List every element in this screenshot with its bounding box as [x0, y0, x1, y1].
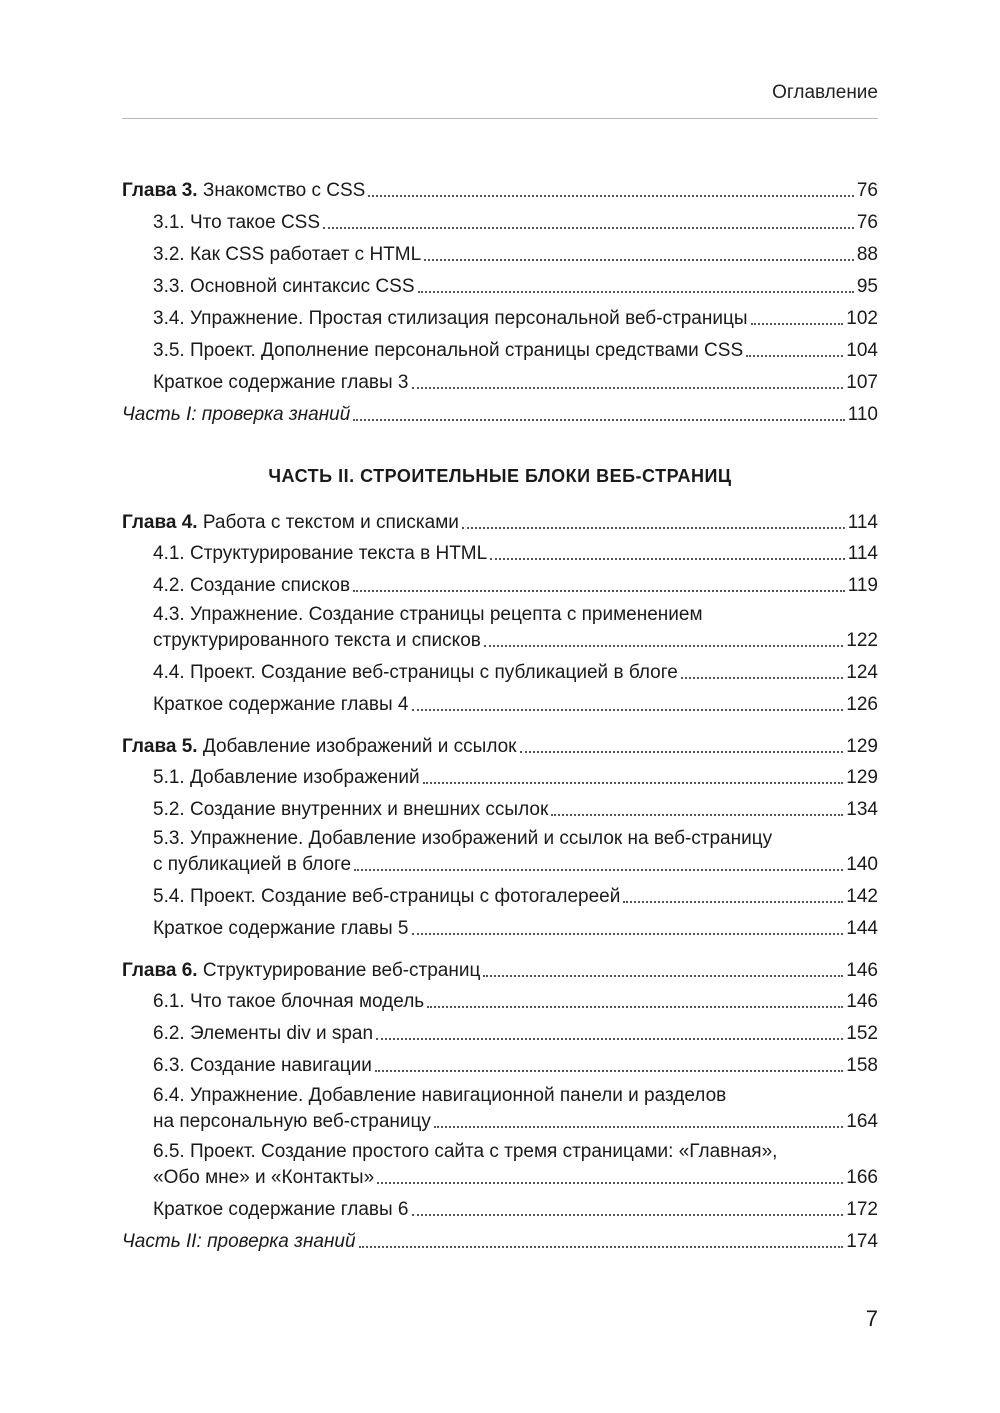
dot-leader	[746, 355, 843, 357]
chapter-title: Структурирование веб-страниц	[202, 960, 481, 981]
section-title: 4.1. Структурирование текста в HTML	[153, 543, 488, 564]
chapter-title: Работа с текстом и списками	[202, 512, 459, 533]
dot-leader	[484, 645, 843, 647]
page-ref: 142	[846, 886, 878, 907]
dot-leader	[359, 1246, 844, 1248]
toc-entry-4-1[interactable]	[153, 540, 878, 566]
dot-leader	[323, 227, 854, 229]
dot-leader	[427, 1006, 843, 1008]
page-ref: 144	[846, 918, 878, 939]
toc-entry-5-3-line-1[interactable]: 5.3. Упражнение. Добавление изображений и ссылок на веб-страницу	[153, 828, 773, 849]
toc-entry-part-2-quiz[interactable]	[122, 1228, 878, 1254]
toc-entry-4-2[interactable]	[153, 572, 878, 598]
dot-leader	[434, 1126, 843, 1128]
section-title: Краткое содержание главы 3	[153, 372, 409, 393]
page-ref: 166	[846, 1167, 878, 1188]
page-ref: 129	[846, 767, 878, 788]
chapter-title: Знакомство с CSS	[202, 180, 366, 201]
section-title: 6.3. Создание навигации	[153, 1055, 372, 1076]
section-title: 4.2. Создание списков	[153, 575, 351, 596]
page-ref: 107	[846, 372, 878, 393]
toc-entry-6-2[interactable]	[153, 1020, 878, 1046]
dot-leader	[462, 527, 845, 529]
section-title: 5.1. Добавление изображений	[153, 767, 420, 788]
toc-entry-part-1-quiz[interactable]	[122, 401, 878, 427]
dot-leader	[424, 259, 854, 261]
section-title: структурированного текста и списков	[153, 630, 481, 651]
page-ref: 146	[846, 960, 878, 981]
section-title: с публикацией в блоге	[153, 854, 352, 875]
dot-leader	[551, 814, 843, 816]
dot-leader	[490, 558, 845, 560]
running-header: Оглавление	[772, 82, 878, 103]
section-title: на персональную веб-страницу	[153, 1111, 431, 1132]
toc-entry-3-1[interactable]	[153, 209, 878, 235]
dot-leader	[375, 1070, 843, 1072]
page-ref: 172	[846, 1199, 878, 1220]
section-title: Часть II: проверка знаний	[122, 1231, 356, 1252]
page-number: 7	[865, 1306, 878, 1331]
toc-entry-chapter-4-summary[interactable]	[153, 691, 878, 717]
toc-entry-6-1[interactable]	[153, 988, 878, 1014]
section-title: 3.4. Упражнение. Простая стилизация персональной веб-страницы	[153, 308, 748, 329]
page-ref: 95	[856, 276, 878, 297]
dot-leader	[377, 1182, 843, 1184]
toc-entry-5-1[interactable]	[153, 764, 878, 790]
dot-leader	[412, 1214, 844, 1216]
section-title: 3.3. Основной синтаксис CSS	[153, 276, 415, 297]
toc-entry-6-4-line-1[interactable]: 6.4. Упражнение. Добавление навигационной панели и разделов	[153, 1085, 727, 1106]
toc-entry-3-3[interactable]	[153, 273, 878, 299]
page-ref: 110	[847, 404, 878, 425]
toc-entry-4-3-line-1[interactable]: 4.3. Упражнение. Создание страницы рецепта с применением	[153, 604, 703, 625]
page-ref: 114	[847, 543, 878, 564]
page-ref: 76	[856, 180, 878, 201]
section-title: Краткое содержание главы 6	[153, 1199, 409, 1220]
page-ref: 88	[856, 244, 878, 265]
toc-entry-chapter-3[interactable]	[122, 177, 878, 203]
page-ref: 104	[846, 340, 878, 361]
toc-entry-chapter-6-summary[interactable]	[153, 1196, 878, 1222]
dot-leader	[354, 869, 843, 871]
toc-entry-chapter-5[interactable]	[122, 733, 878, 759]
toc-entry-3-4[interactable]	[153, 305, 878, 331]
toc-entry-6-5-line-1[interactable]: 6.5. Проект. Создание простого сайта с тремя страницами: «Главная»,	[153, 1141, 778, 1162]
chapter-title: Добавление изображений и ссылок	[202, 736, 517, 757]
page-ref: 164	[846, 1111, 878, 1132]
toc-entry-4-4[interactable]	[153, 659, 878, 685]
toc-entry-5-3[interactable]	[153, 851, 878, 877]
toc-entry-4-3[interactable]	[153, 627, 878, 653]
part-title: ЧАСТЬ II. СТРОИТЕЛЬНЫЕ БЛОКИ ВЕБ-СТРАНИЦ	[268, 466, 732, 486]
toc-entry-6-4[interactable]	[153, 1108, 878, 1134]
dot-leader	[520, 751, 844, 753]
page-ref: 124	[846, 662, 878, 683]
dot-leader	[353, 590, 845, 592]
section-title: Краткое содержание главы 4	[153, 694, 409, 715]
toc-entry-3-2[interactable]	[153, 241, 878, 267]
page-ref: 134	[846, 799, 878, 820]
dot-leader	[681, 677, 844, 679]
toc-entry-chapter-4[interactable]	[122, 509, 878, 535]
toc-entry-3-5[interactable]	[153, 337, 878, 363]
toc-entry-6-5[interactable]	[153, 1164, 878, 1190]
dot-leader	[412, 933, 844, 935]
dot-leader	[412, 709, 844, 711]
chapter-label: Глава 3.	[122, 180, 198, 201]
toc-entry-6-3[interactable]	[153, 1052, 878, 1078]
section-title: Краткое содержание главы 5	[153, 918, 409, 939]
dot-leader	[483, 975, 843, 977]
section-title: 6.2. Элементы div и span	[153, 1023, 374, 1044]
toc-entry-chapter-3-summary[interactable]	[153, 369, 878, 395]
page-ref: 76	[856, 212, 878, 233]
page-ref: 114	[847, 512, 878, 533]
page-ref: 174	[846, 1231, 878, 1252]
page-ref: 126	[846, 694, 878, 715]
page-ref: 146	[846, 991, 878, 1012]
chapter-label: Глава 6.	[122, 960, 198, 981]
dot-leader	[623, 901, 843, 903]
section-title: 3.2. Как CSS работает с HTML	[153, 244, 422, 265]
dot-leader	[376, 1038, 843, 1040]
section-title: «Обо мне» и «Контакты»	[153, 1167, 375, 1188]
page-ref: 102	[846, 308, 878, 329]
section-title: 5.4. Проект. Создание веб-страницы с фотогалереей	[153, 886, 621, 907]
chapter-label: Глава 5.	[122, 736, 198, 757]
page-ref: 122	[846, 630, 878, 651]
section-title: 5.2. Создание внутренних и внешних ссылок	[153, 799, 549, 820]
section-title: 3.1. Что такое CSS	[153, 212, 321, 233]
toc-entry-chapter-5-summary[interactable]	[153, 915, 878, 941]
toc-entry-5-4[interactable]	[153, 883, 878, 909]
dot-leader	[353, 419, 844, 421]
section-title: 3.5. Проект. Дополнение персональной страницы средствами CSS	[153, 340, 744, 361]
page-ref: 158	[846, 1055, 878, 1076]
header-rule	[122, 118, 878, 119]
toc-entry-chapter-6[interactable]	[122, 957, 878, 983]
section-title: 6.1. Что такое блочная модель	[153, 991, 425, 1012]
section-title: Часть I: проверка знаний	[122, 404, 351, 425]
page-ref: 119	[847, 575, 878, 596]
chapter-label: Глава 4.	[122, 512, 198, 533]
page-ref: 152	[846, 1023, 878, 1044]
dot-leader	[751, 323, 844, 325]
page-ref: 129	[846, 736, 878, 757]
dot-leader	[418, 291, 854, 293]
toc-entry-5-2[interactable]	[153, 796, 878, 822]
dot-leader	[423, 782, 844, 784]
dot-leader	[368, 195, 854, 197]
section-title: 4.4. Проект. Создание веб-страницы с публикацией в блоге	[153, 662, 678, 683]
dot-leader	[412, 387, 844, 389]
page-ref: 140	[846, 854, 878, 875]
